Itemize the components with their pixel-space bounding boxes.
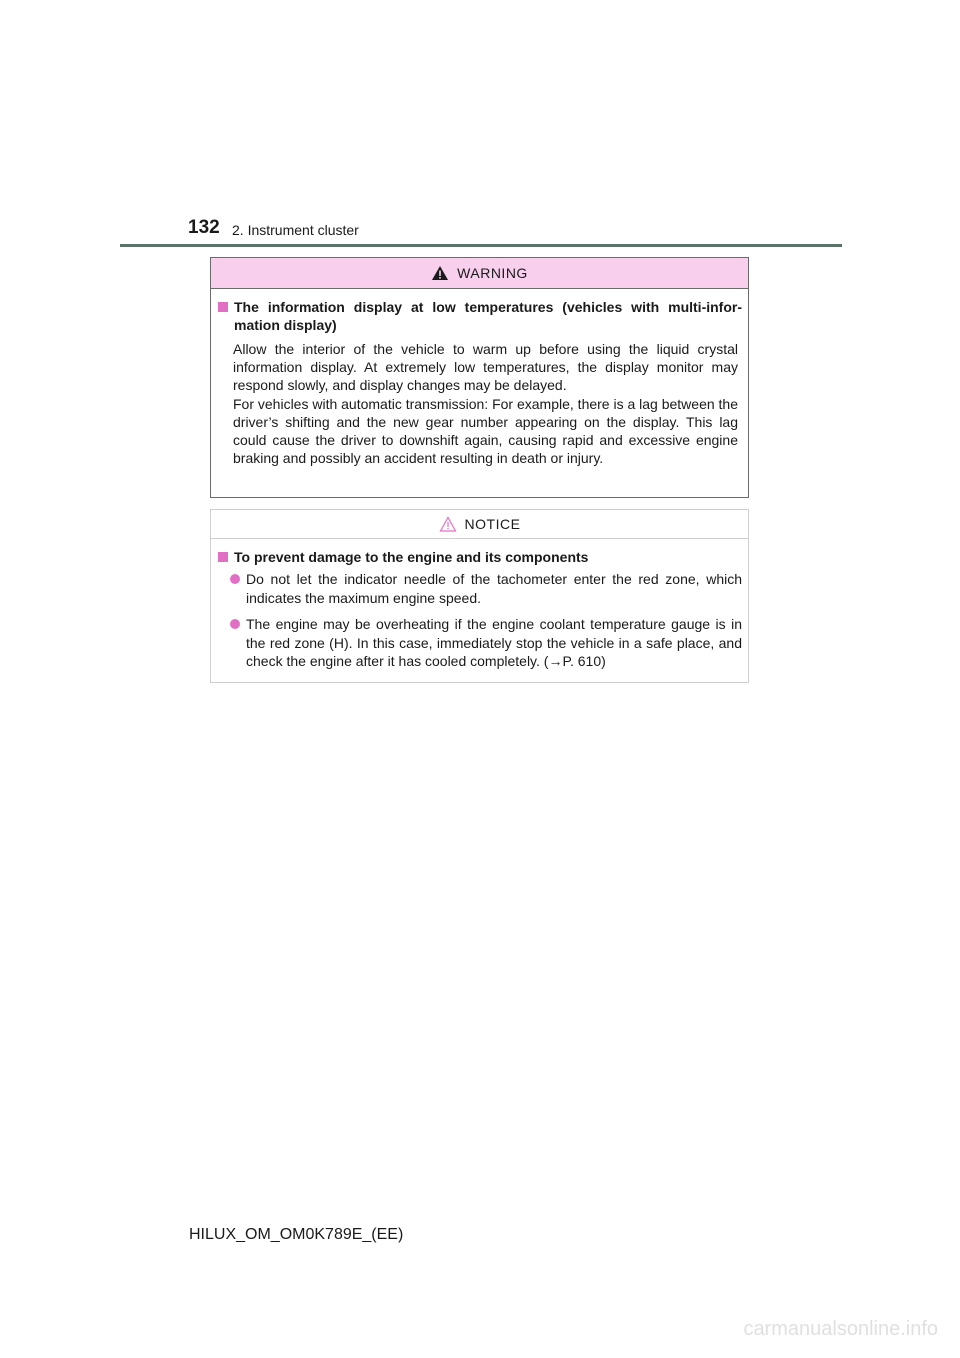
square-bullet-icon [218, 302, 228, 312]
document-code: HILUX_OM_OM0K789E_(EE) [189, 1226, 404, 1243]
warning-box [210, 257, 749, 498]
notice-bullet-text: Do not let the indicator needle of the tachometer enter the red zone, which indicates the maximum engine speed. [246, 571, 742, 606]
notice-box [210, 509, 749, 683]
round-bullet-icon [230, 619, 240, 629]
warning-paragraph: Allow the interior of the vehicle to warm up before using the liquid crystal information display. At extremely low temperatures, the display monitor may respond slowly, and display changes may be delayed. [233, 341, 738, 394]
notice-bullet-text: The engine may be overheating if the engine coolant temperature gauge is in the red zone (H). In this case, immediately stop the vehicle in a safe place, and check the engine after it has cooled completely. (→P. 610) [246, 616, 742, 669]
warning-body [211, 289, 748, 467]
page-number: 132 [188, 217, 220, 238]
warning-heading-text: The information display at low temperatures (vehicles with multi-infor-mation display) [234, 299, 742, 333]
notice-heading [218, 548, 742, 566]
warning-heading [218, 298, 742, 334]
notice-bullet [230, 615, 742, 671]
warning-triangle-icon [431, 265, 449, 281]
notice-heading-text: To prevent damage to the engine and its components [234, 549, 589, 565]
section-title: 2. Instrument cluster [232, 222, 359, 238]
header-rule [120, 244, 842, 247]
warning-label: WARNING [457, 265, 528, 281]
warning-paragraph: For vehicles with automatic transmission: For example, there is a lag between the driver’s shifting and the new gear number appearing on the display. This lag could cause the driver to downshift again, causing rapid and excessive engine braking and possibly an accident resulting in death or injury. [233, 395, 739, 467]
notice-body [211, 539, 748, 671]
notice-triangle-icon [439, 516, 457, 532]
notice-bullet [230, 570, 742, 607]
watermark: carmanualsonline.info [743, 1318, 938, 1340]
round-bullet-icon [230, 574, 240, 584]
warning-header [211, 258, 748, 289]
notice-label: NOTICE [464, 516, 521, 532]
square-bullet-icon [218, 552, 228, 562]
notice-header [211, 510, 748, 539]
